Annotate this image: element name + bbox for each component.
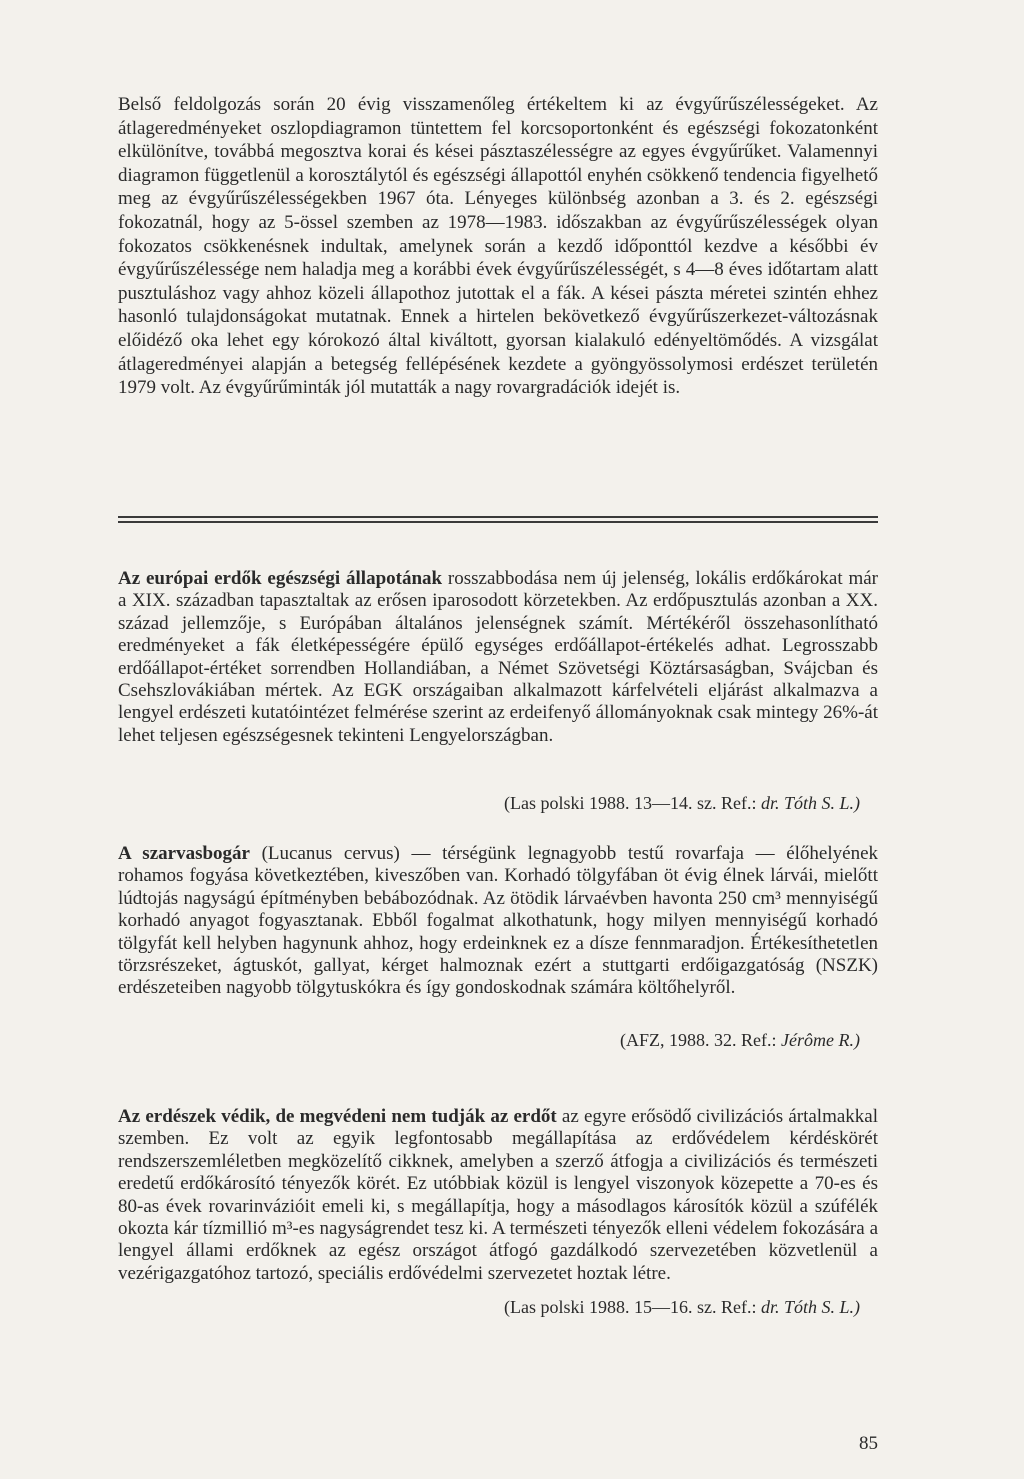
intro-paragraph: Belső feldolgozás során 20 évig visszamenőleg értékeltem ki az évgyűrűszélességeket. Az átlageredményeket oszlopdiagramon tüntettem fel korcsoportonként és egészségi fokozatonként elkülönítve, továbbá megosztva korai és kései pásztaszélességre az egyes évgyűrűket. Valamennyi diagramon függetlenül a korosztálytól és egészségi állapottól enyhén csökkenő tendencia figyelhető meg az évgyűrűszélességekben 1967 óta. Lényeges különbség azonban a 3. és 2. egészségi fokozatnál, hogy az 5-össel szemben az 1978—1983. időszakban az évgyűrűszélességek olyan fokozatos csökkenésnek indultak, amelynek során a kezdő időponttól kezdve a későbbi év évgyűrűszélessége nem haladja meg a korábbi évek évgyűrűszélességét, s 4—8 éves időtartam alatt pusztuláshoz vagy ahhoz közeli állapothoz jutottak el a fák. A kései pászta méretei szintén ehhez hasonló tulajdonságokat mutatnak. Ennek a hirtelen bekövetkező évgyűrűszerkezet-változásnak előidéző oka lehet egy kórokozó által kiváltott, gyorsan kialakuló edényeltömődés. A vizsgálat átlageredményei alapján a betegség fellépésének kezdete a gyöngyössolymosi erdészet területén 1979 volt. Az évgyűrűminták jól mutatták a nagy rovargradációk idejét is. (118, 94, 878, 399)
article-body: az egyre erősödő civilizációs ártalmakkal szemben. Ez volt az egyik legfontosabb megállapítása az erdővédelem kérdéskörét rendszerszemléletben megközelítő cikknek, amelyben a szerző átfogja a civilizációs és természeti eredetű erdőkárosító tényezők körét. Ez utóbbiak közül is lengyel viszonyok közepette a 70-es és 80-as évek rovarinvázióit emeli ki, s megállapítja, hogy a másodlagos károsítók közül a szúfélék okozta kár tízmillió m³-es nagyságrendet tesz ki. A természeti tényezők elleni védelem fokozására a lengyel állami erdőknek az egész országot átfogó gazdálkodó szervezetében közvetlenül a vezérigazgatóhoz tartozó, speciális erdővédelmi szervezetet hoztak létre. (118, 1106, 878, 1284)
separator-rule-bottom (118, 521, 878, 523)
reference-source: (AFZ, 1988. 32. Ref.: (620, 1030, 782, 1050)
reference-source: (Las polski 1988. 15—16. sz. Ref.: (503, 1297, 761, 1317)
reference-author: Jérôme R.) (781, 1030, 860, 1050)
article-heading: A szarvasbogár (118, 843, 250, 864)
stag-beetle-reference (620, 1030, 860, 1051)
article-heading: Az európai erdők egészségi állapotának (118, 568, 443, 589)
separator-rule-top (118, 516, 878, 518)
foresters-reference (504, 1297, 860, 1318)
article-heading: Az erdészek védik, de megvédeni nem tudják az erdőt (118, 1106, 557, 1127)
eu-forest-health-article (118, 568, 878, 747)
stag-beetle-article (118, 843, 878, 1000)
article-body: (Lucanus cervus) — térségünk legnagyobb testű rovarfaja — élőhelyének rohamos fogyása következtében, kiveszőben van. Korhadó tölgyfában öt évig élnek lárvái, mielőtt lúdtojás nagyságú építményben bebábozódnak. Az ötödik lárvaévben havonta 250 cm³ mennyiségű korhadó anyagot fogyasztanak. Ebből fogalmat alkothatunk, hogy milyen mennyiségű korhadó tölgyfát kell helyben hagynunk ahhoz, hogy erdeinknek ez a dísze fennmaradjon. Értékesíthetetlen törzsrészeket, ágtuskót, gallyat, kérget halmoznak ezért a stuttgarti erdőigazgatóság (NSZK) erdészeteiben nagyobb tölgytuskókra és így gondoskodnak számára költőhelyről. (118, 843, 879, 999)
page-number: 85 (859, 1433, 878, 1454)
eu-article-reference (504, 793, 860, 814)
reference-source: (Las polski 1988. 13—14. sz. Ref.: (503, 793, 761, 813)
foresters-article (118, 1106, 878, 1285)
reference-author: dr. Tóth S. L.) (760, 793, 860, 813)
reference-author: dr. Tóth S. L.) (760, 1297, 860, 1317)
article-body: rosszabbodása nem új jelenség, lokális erdőkárokat már a XIX. században tapasztaltak az erősen iparosodott körzetekben. Az erdőpusztulás azonban a XX. század jellemzője, s Európában általános jelenségnek számít. Mértékéről összehasonlítható eredményeket a fák életképességére épülő egységes erdőállapot-értékelés adhat. Legrosszabb erdőállapot-értéket sorrendben Hollandiában, a Német Szövetségi Köztársaságban, Svájcban és Csehszlovákiában mértek. Az EGK országaiban alkalmazott kárfelvételi eljárást alkalmazva a lengyel erdészeti kutatóintézet felmérése szerint az erdeifenyő állományoknak csak mintegy 26%-át lehet teljesen egészségesnek tekinteni Lengyelországban. (118, 568, 878, 746)
